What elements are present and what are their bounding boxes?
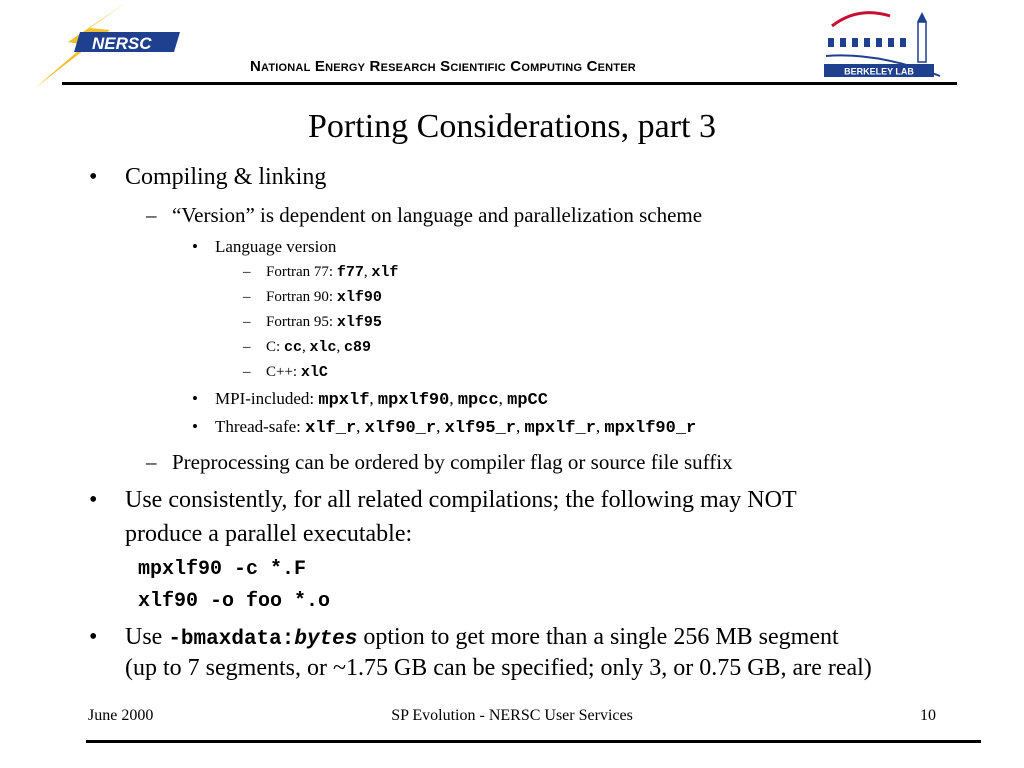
thread-label: Thread-safe: [215,417,306,436]
berkeley-lab-logo [818,4,946,80]
bullet-mpi-included: MPI-included: mpxlf, mpxlf90, mpcc, mpCC [215,389,548,410]
item-fortran77: Fortran 77: f77, xlf [266,264,399,281]
bullet-compiling-linking: Compiling & linking [125,164,327,190]
nersc-lightning-icon [30,0,190,90]
compiler-xlf95: xlf95 [336,314,382,331]
bullet-use-consistently-line1: Use consistently, for all related compilations; the following may NOT [125,487,797,513]
c-label: C: [266,339,284,355]
bmaxdata-post: option to get more than a single 256 MB segment [357,624,839,650]
footer-date: June 2000 [88,707,154,724]
nersc-logo-text: NERSC [92,34,152,53]
dash-marker: – [243,264,251,280]
berkeley-lab-building-icon [818,4,946,80]
dash-marker: – [243,339,251,355]
compiler-f77: f77 [336,264,364,281]
bullet-language-version: Language version [215,237,337,256]
item-c: C: cc, xlc, c89 [266,339,371,356]
compiler-xlf90_r: xlf90_r [364,419,437,438]
fortran95-label: Fortran 95: [266,314,337,330]
dash-marker: – [146,203,157,227]
item-fortran90 [266,289,382,306]
organization-name: National Energy Research Scientific Computing Center [250,58,636,75]
bullet-marker: • [89,164,98,190]
bmaxdata-option: -bmaxdata: [168,628,295,651]
dash-marker: – [243,314,251,330]
bullet-use-consistently-line2: produce a parallel executable: [125,521,413,547]
footer-page-number: 10 [920,707,936,724]
dash-marker: – [146,450,157,474]
compiler-xlf95_r: xlf95_r [444,419,516,438]
item-fortran95 [266,314,382,331]
compiler-xlf_r: xlf_r [305,419,357,438]
bullet-marker: • [192,417,198,436]
compiler-mpxlf_r: mpxlf_r [524,419,596,438]
bullet-preprocessing: Preprocessing can be ordered by compiler flag or source file suffix [172,450,733,474]
cpp-label: C++: [266,364,301,380]
header-divider [62,82,957,85]
compiler-mpCC: mpCC [507,391,548,410]
bullet-marker: • [89,624,98,650]
compiler-cc: cc [283,339,302,356]
compiler-mpxlf90: mpxlf90 [377,391,450,410]
footer-center-text: SP Evolution - NERSC User Services [391,707,633,724]
nersc-logo [30,0,190,90]
fortran90-label: Fortran 90: [266,289,337,305]
footer-divider [86,740,981,743]
compiler-c89: c89 [343,339,371,356]
mpi-label: MPI-included: [215,389,319,408]
bmaxdata-bytes: bytes [294,628,358,651]
code-example-compile: mpxlf90 -c *.F [138,558,307,581]
compiler-mpxlf: mpxlf [318,391,370,410]
bullet-marker: • [192,237,198,256]
compiler-xlc: xlc [309,339,337,356]
bullet-marker: • [89,487,98,513]
dash-marker: – [243,289,251,305]
compiler-mpxlf90_r: mpxlf90_r [604,419,697,438]
slide-title: Porting Considerations, part 3 [308,108,716,145]
bmaxdata-pre: Use [125,624,169,650]
code-example-link: xlf90 -o foo *.o [138,590,331,613]
fortran77-label: Fortran 77: [266,264,337,280]
berkeley-logo-text: BERKELEY LAB [844,66,914,77]
dash-marker: – [243,364,251,380]
compiler-xlf: xlf [371,264,399,281]
item-cpp [266,364,328,381]
bullet-bmaxdata [125,624,839,651]
bullet-bmaxdata-line2: (up to 7 segments, or ~1.75 GB can be specified; only 3, or 0.75 GB, are real) [125,655,872,681]
compiler-mpcc: mpcc [457,391,499,410]
compiler-xlC: xlC [300,364,328,381]
bullet-marker: • [192,389,198,408]
bullet-version-dependent: “Version” is dependent on language and parallelization scheme [172,203,703,227]
bullet-thread-safe: Thread-safe: xlf_r, xlf90_r, xlf95_r, mpxlf_r, mpxlf90_r [215,417,697,438]
compiler-xlf90: xlf90 [336,289,382,306]
